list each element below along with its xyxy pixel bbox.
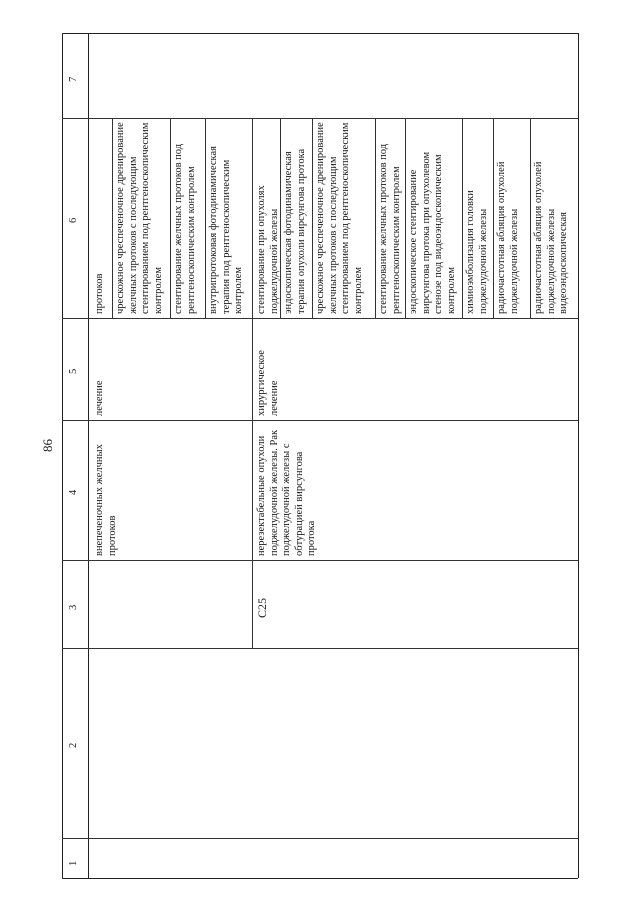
proc-divider-8: [462, 118, 463, 318]
proc-divider-6: [375, 118, 376, 318]
procedure-g2-4: эндоскопическое стентирование вирсунгова протока при опухолевом стенозе под видеоэндоскопическим контролем: [408, 151, 457, 314]
proc-divider-2: [170, 118, 171, 318]
treatment-group1: лечение: [94, 380, 105, 416]
procedure-g2-1: эндоскопическая фотодинамическая терапия опухоли вирсунгова протока: [283, 148, 307, 314]
col-boundary-6-5: [62, 318, 578, 319]
procedure-g1-2: стентирование желчных протоков под рентгеноскопическим контролем: [173, 143, 197, 314]
border-top: [62, 33, 578, 34]
procedure-g2-3: стентирование желчных протоков под рентгеноскопическим контролем: [378, 143, 402, 314]
border-bottom: [62, 878, 578, 879]
row-divider-groups: [252, 118, 253, 648]
treatment-group2: хирургическое лечение: [256, 350, 280, 416]
proc-divider-1: [112, 118, 113, 318]
procedure-g2-7: радиочастотная абляция опухолей поджелудочной железы видеоэндоскопическая: [533, 161, 569, 314]
col-boundary-4-3: [62, 560, 578, 561]
border-left: [62, 33, 63, 878]
procedure-g1-0: протоков: [94, 273, 105, 314]
header-num-7: 7: [68, 76, 79, 82]
header-num-3: 3: [68, 604, 79, 610]
header-num-2: 2: [68, 742, 79, 748]
header-num-4: 4: [68, 489, 79, 495]
procedure-g1-1: чрескожное чреспеченочное дренирование желчных протоков с последующим стентированием под рентгеноскопическим контролем: [115, 122, 164, 314]
procedure-g1-3: внутрипротоковая фотодинамическая терапия под рентгеноскопическим контролем: [208, 146, 244, 314]
col-boundary-3-2: [62, 648, 578, 649]
proc-divider-9: [493, 118, 494, 318]
procedure-g2-6: радиочастотная абляция опухолей поджелудочной железы: [496, 161, 520, 314]
proc-divider-3: [205, 118, 206, 318]
border-right: [578, 33, 579, 878]
header-num-1: 1: [68, 860, 79, 866]
procedure-g2-2: чрескожное чреспеченочное дренирование желчных протоков с последующим стентированием под рентгеноскопическим контролем: [315, 122, 364, 314]
diagnosis-group2: нерезектабельные опухоли поджелудочной железы. Рак поджелудочной железы с обтурацией вирсунгова протока: [256, 429, 317, 556]
proc-divider-10: [530, 118, 531, 318]
proc-divider-5: [312, 118, 313, 318]
proc-divider-7: [405, 118, 406, 318]
procedure-g2-0: стентирование при опухолях поджелудочной железы: [256, 185, 280, 314]
page-number: 86: [40, 439, 55, 452]
col-boundary-2-1: [62, 838, 578, 839]
header-divider: [88, 33, 89, 878]
code-group2: C25: [255, 597, 269, 618]
header-num-6: 6: [68, 217, 79, 223]
procedure-g2-5: химиоэмболизация головки поджелудочной железы: [465, 190, 489, 314]
col-boundary-5-4: [62, 420, 578, 421]
diagnosis-group1: внепеченочных желчных протоков: [94, 444, 118, 556]
header-num-5: 5: [68, 368, 79, 374]
